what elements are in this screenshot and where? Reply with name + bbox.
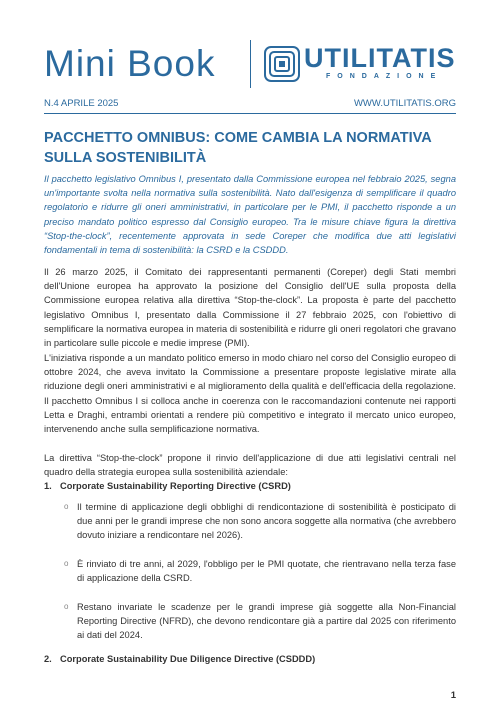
- sub-list-item: [64, 600, 456, 643]
- sub-list-item: [64, 557, 456, 585]
- list-heading-csrd: [44, 479, 291, 493]
- list-heading-csddd: [44, 652, 315, 666]
- logo-mark-icon: [264, 46, 300, 82]
- bullet-icon: o: [64, 602, 69, 611]
- brand-title: Mini Book: [44, 43, 216, 84]
- list-number: 1.: [44, 481, 52, 491]
- sub-list-item-text: È rinviato di tre anni, al 2029, l'obbligo per le PMI quotate, che rientravano nella terza fase di applicazione della CSRD.: [77, 559, 456, 584]
- article-intro: Il pacchetto legislativo Omnibus I, presentato dalla Commissione europea nel febbraio 2025, segna un'importante svolta nella normativa sulla sostenibilità. Nato dall'esigenza di semplificare il quadro regolatorio e ridurre gli oneri amministrativi, in particolare per le PMI, il pacchetto risponde a un preciso mandato politico espresso dal Consiglio europeo. Tra le misure chiave figura la direttiva “Stop-the-clock”, recentemente approvata in sede Coreper che modifica due atti legislativi fondamentali in tema di sostenibilità: la CSRD e la CSDDD.: [44, 174, 456, 256]
- issue-label: N.4 APRILE 2025: [44, 98, 119, 109]
- list-heading-text: Corporate Sustainability Due Diligence Directive (CSDDD): [60, 654, 316, 664]
- header-rule: [44, 113, 456, 114]
- utilitatis-logo: [264, 44, 456, 84]
- page-number: 1: [450, 690, 456, 701]
- body-paragraph-2: L'iniziativa risponde a un mandato politico emerso in modo chiaro nel corso del Consiglio europeo di ottobre 2024, che aveva invitato la Commissione a presentare proposte legislative mirate alla riduzione degli oneri amministrativi e al miglioramento della qualità e dell'efficacia della regolazione. Il pacchetto Omnibus I si colloca anche in coerenza con le raccomandazioni contenute nei rapporti Letta e Draghi, entrambi orientati a rendere più competitivo e integrato il mercato unico europeo, intervenendo anche sulla semplificazione normativa.: [44, 353, 456, 435]
- header-divider: [250, 40, 251, 88]
- body-paragraph-3: La direttiva “Stop-the-clock” propone il rinvio dell'applicazione di due atti legislativi centrali nel quadro della strategia europea sulla sostenibilità aziendale:: [44, 453, 456, 478]
- bullet-icon: o: [64, 502, 69, 511]
- sub-list-item-text: Il termine di applicazione degli obblighi di rendicontazione di sostenibilità è posticipato di due anni per le grandi imprese che non sono ancora soggette alla normativa (che avrebbero dovuto iniziare a rendicontare nel 2026).: [77, 502, 456, 541]
- logo-subtitle: FONDAZIONE: [326, 73, 443, 80]
- document-header: [44, 40, 456, 88]
- body-paragraph-1: Il 26 marzo 2025, il Comitato dei rappresentanti permanenti (Coreper) degli Stati membri dell'Unione europea ha approvato la posizione del Consiglio dell'UE sulla proposta della Commissione europea relativa alla direttiva “Stop-the-clock”. La proposta è parte del pacchetto legislativo Omnibus I, presentato dalla Commissione il 27 febbraio 2025, con l'obiettivo di semplificare la normativa europea in materia di sostenibilità e ridurre gli oneri regolatori che gravano in particolare sulle piccole e medie imprese (PMI).: [44, 267, 456, 349]
- website-link[interactable]: WWW.UTILITATIS.ORG: [353, 98, 456, 109]
- list-number: 2.: [44, 654, 52, 664]
- article-title: PACCHETTO OMNIBUS: COME CAMBIA LA NORMATIVA SULLA SOSTENIBILITÀ: [44, 130, 432, 166]
- list-heading-text: Corporate Sustainability Reporting Directive (CSRD): [60, 481, 291, 491]
- bullet-icon: o: [64, 559, 69, 568]
- issue-meta-row: [44, 98, 456, 112]
- sub-list-item: [64, 500, 456, 543]
- sub-list-item-text: Restano invariate le scadenze per le grandi imprese già soggette alla Non-Financial Reporting Directive (NFRD), che devono rendicontare già a partire dal 2025 con riferimento ai dati del 2024.: [77, 602, 456, 641]
- logo-name: UTILITATIS: [304, 43, 456, 73]
